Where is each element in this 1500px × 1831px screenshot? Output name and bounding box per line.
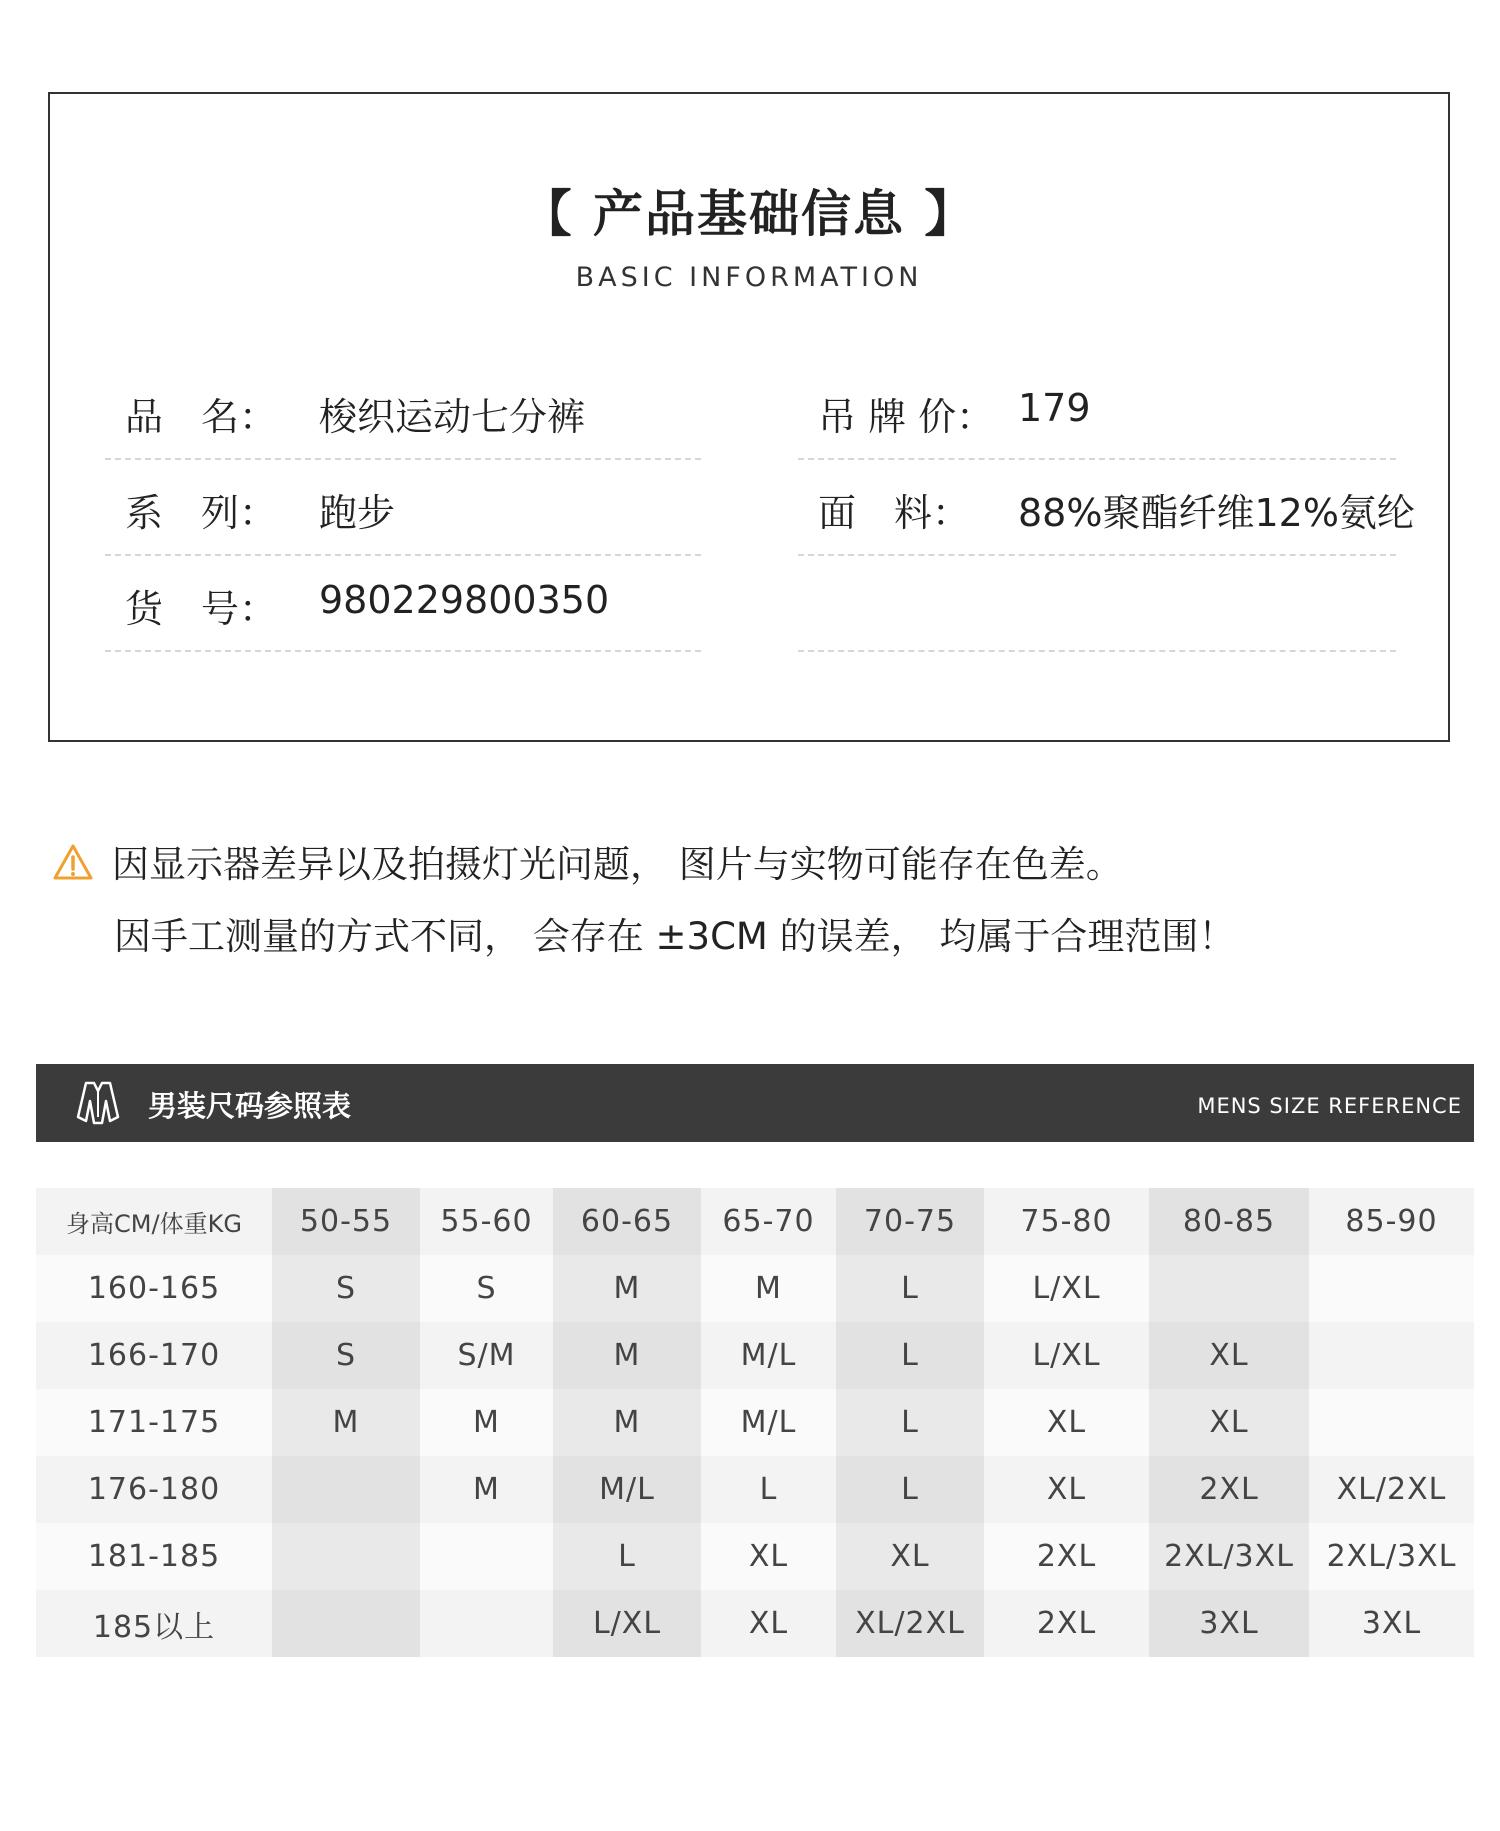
- weight-header: 50-55: [272, 1188, 420, 1255]
- info-label: 品 名：: [125, 395, 278, 439]
- warning-icon: [52, 843, 96, 890]
- size-cell: [1309, 1255, 1474, 1322]
- weight-header: 65-70: [701, 1188, 836, 1255]
- table-row: [36, 1456, 1474, 1523]
- info-label: 吊 牌 价：: [818, 395, 995, 439]
- size-cell: L/XL: [553, 1590, 701, 1657]
- size-cell: L: [836, 1389, 984, 1456]
- size-cell: XL/2XL: [836, 1590, 984, 1657]
- size-row-header: 181-185: [36, 1523, 272, 1590]
- table-row: [36, 1523, 1474, 1590]
- size-cell: L: [836, 1322, 984, 1389]
- size-cell: L: [553, 1523, 701, 1590]
- table-row: [36, 1389, 1474, 1456]
- size-cell: [1309, 1322, 1474, 1389]
- size-cell: 2XL: [1149, 1456, 1309, 1523]
- notice-line-color: [52, 834, 1123, 890]
- notice-text: 因显示器差异以及拍摄灯光问题， 图片与实物可能存在色差。: [112, 843, 1123, 886]
- size-row-header: 身高CM/体重KG: [36, 1188, 272, 1255]
- info-label: 系 列：: [125, 491, 278, 535]
- size-cell: M: [272, 1389, 420, 1456]
- size-cell: S: [272, 1255, 420, 1322]
- size-row-header: 166-170: [36, 1322, 272, 1389]
- size-cell: 2XL: [984, 1523, 1149, 1590]
- info-label: 货 号：: [125, 587, 278, 631]
- weight-header: 75-80: [984, 1188, 1149, 1255]
- size-cell: M: [553, 1389, 701, 1456]
- size-cell: XL: [1149, 1322, 1309, 1389]
- size-cell: [420, 1523, 553, 1590]
- size-cell: [272, 1590, 420, 1657]
- size-table-header-row: [36, 1188, 1474, 1255]
- weight-header: 70-75: [836, 1188, 984, 1255]
- size-cell: S/M: [420, 1322, 553, 1389]
- size-cell: M: [701, 1255, 836, 1322]
- basic-info-title: 【 产品基础信息 】: [521, 185, 977, 243]
- size-cell: M/L: [701, 1322, 836, 1389]
- info-value: 88%聚酯纤维12%氨纶: [1018, 491, 1415, 535]
- info-label: 面 料：: [818, 491, 971, 535]
- size-cell: M/L: [553, 1456, 701, 1523]
- size-cell: S: [272, 1322, 420, 1389]
- weight-header: 55-60: [420, 1188, 553, 1255]
- size-row-header: 160-165: [36, 1255, 272, 1322]
- size-cell: XL: [1149, 1389, 1309, 1456]
- size-cell: XL: [984, 1456, 1149, 1523]
- basic-info-panel: [48, 92, 1450, 742]
- size-cell: XL: [836, 1523, 984, 1590]
- size-cell: 2XL/3XL: [1309, 1523, 1474, 1590]
- size-cell: 3XL: [1309, 1590, 1474, 1657]
- weight-header: 80-85: [1149, 1188, 1309, 1255]
- size-row-header: 185以上: [36, 1590, 272, 1657]
- size-cell: M: [553, 1322, 701, 1389]
- info-row-tag-price: [798, 364, 1396, 460]
- info-value: 梭织运动七分裤: [319, 395, 586, 439]
- size-cell: 2XL: [984, 1590, 1149, 1657]
- size-cell: [1309, 1389, 1474, 1456]
- size-cell: XL: [984, 1389, 1149, 1456]
- table-row: [36, 1255, 1474, 1322]
- table-row: [36, 1322, 1474, 1389]
- size-cell: M/L: [701, 1389, 836, 1456]
- size-cell: XL: [701, 1523, 836, 1590]
- size-row-header: 176-180: [36, 1456, 272, 1523]
- info-row-product-name: [105, 364, 701, 460]
- size-cell: L: [836, 1255, 984, 1322]
- weight-header: 85-90: [1309, 1188, 1474, 1255]
- size-chart-table: [36, 1188, 1474, 1657]
- clothing-logo-icon: [72, 1077, 124, 1129]
- info-row-series: [105, 460, 701, 556]
- size-cell: [272, 1523, 420, 1590]
- size-cell: S: [420, 1255, 553, 1322]
- size-cell: L/XL: [984, 1322, 1149, 1389]
- info-row-fabric: [798, 460, 1415, 556]
- size-chart-title: 男装尺码参照表: [148, 1089, 352, 1123]
- size-cell: M: [553, 1255, 701, 1322]
- size-chart-title-en: MENS SIZE REFERENCE: [1197, 1094, 1462, 1118]
- basic-info-subtitle: BASIC INFORMATION: [575, 262, 923, 293]
- size-cell: L: [836, 1456, 984, 1523]
- size-cell: 3XL: [1149, 1590, 1309, 1657]
- notice-line-measure: 因手工测量的方式不同， 会存在 ±3CM 的误差， 均属于合理范围！: [114, 915, 1236, 958]
- info-row-item-number: [105, 556, 701, 652]
- size-cell: XL/2XL: [1309, 1456, 1474, 1523]
- info-row-empty: [798, 556, 1396, 652]
- weight-header: 60-65: [553, 1188, 701, 1255]
- info-value: 跑步: [319, 491, 396, 535]
- size-cell: M: [420, 1456, 553, 1523]
- size-cell: XL: [701, 1590, 836, 1657]
- info-value: 980229800350: [319, 578, 610, 622]
- size-chart-header: [36, 1064, 1474, 1142]
- size-cell: L: [701, 1456, 836, 1523]
- info-value: 179: [1018, 386, 1091, 430]
- size-cell: 2XL/3XL: [1149, 1523, 1309, 1590]
- size-cell: [272, 1456, 420, 1523]
- size-cell: M: [420, 1389, 553, 1456]
- size-cell: [420, 1590, 553, 1657]
- size-cell: [1149, 1255, 1309, 1322]
- size-row-header: 171-175: [36, 1389, 272, 1456]
- table-row: [36, 1590, 1474, 1657]
- size-cell: L/XL: [984, 1255, 1149, 1322]
